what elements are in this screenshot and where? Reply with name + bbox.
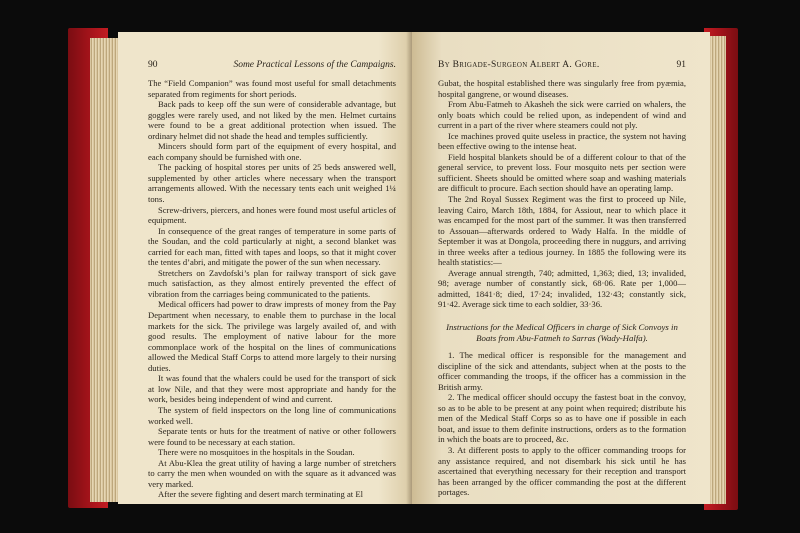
right-page-body — [438, 78, 686, 498]
paragraph: In consequence of the great ranges of temperature in some parts of the Soudan, and the cold particularly at night, a second blanket was carried for each man, fitted with tapes and loops, so that it might cover the tentes d’abri, and mitigate the power of the sun when necessary. — [148, 225, 396, 268]
paragraph: 1. The medical officer is responsible for the management and discipline of the sick and attendants, subject when at the posts to the officer commanding the troops, if the officer has a commission in the British army. — [438, 350, 686, 392]
open-book — [68, 20, 738, 520]
paragraph: Mincers should form part of the equipment of every hospital, and each company should be furnished with one. — [148, 141, 396, 162]
paragraph: The “Field Companion” was found most useful for small detachments separated from regiments for short periods. — [148, 78, 396, 99]
paragraph: At Abu-Klea the great utility of having a large number of stretchers to carry the men when wounded on with the square as it advanced was very marked. — [148, 457, 396, 489]
paragraph: It was found that the whalers could be used for the transport of sick at low Nile, and that they were most appropriate and handy for the work, besides being independent of wind and current. — [148, 373, 396, 405]
page-number: 90 — [148, 60, 158, 70]
paragraph: 3. At different posts to apply to the officer commanding troops for any assistance required, and not disembark his sick until he has ascertained that everything necessary for their reception and transport has been arranged by the officer commanding the post at the different portages. — [438, 444, 686, 498]
paragraph: The system of field inspectors on the long line of communications worked well. — [148, 404, 396, 426]
paragraph: 2. The medical officer should occupy the fastest boat in the convoy, so as to be able to be present at any point when required; distribute his men of the Medical Staff Corps so as to have one if possible in each boat, and issue to them definite instructions, orders as to the formation in which the boats are to proceed, &c. — [438, 392, 686, 445]
running-head: Some Practical Lessons of the Campaigns. — [233, 60, 396, 70]
running-head: By Brigade-Surgeon Albert A. Gore. — [438, 60, 600, 70]
paragraph: Stretchers on Zavdofski’s plan for railway transport of sick gave much satisfaction, as they almost entirely prevented the effect of vibration from the carriages being communicated to the patients. — [148, 267, 396, 299]
paragraph: Gubat, the hospital established there was singularly free from pyæmia, hospital gangrene, or wound diseases. — [438, 78, 686, 99]
paragraph: Average annual strength, 740; admitted, 1,363; died, 13; invalided, 98; average number of constantly sick, 68·06. Rate per 1,000—admitted, 1841·8; died, 17·24; invalided, 132·43; constantly sick, 91·42. Average sick time to each soldier, 33·36. — [438, 267, 686, 310]
paragraph: Separate tents or huts for the treatment of native or other followers were found to be necessary at each station. — [148, 426, 396, 447]
paragraph: Medical officers had power to draw imprests of money from the Pay Department when necessary, to enable them to purchase in the local markets for the sick. The privilege was largely availed of, and with good results. The employment of native labour for the more commonplace work of the hospital on the lines of communications allowed the Medical Staff Corps to attend more largely to their nursing duties. — [148, 299, 396, 373]
left-page-body — [148, 78, 396, 500]
paragraph: From Abu-Fatmeh to Akasheh the sick were carried on whalers, the only boats which could be relied upon, as independent of wind and current in a part of the river where steamers could not ply. — [438, 99, 686, 131]
paragraph: Ice machines proved quite useless in practice, the system not having been effective owing to the intense heat. — [438, 130, 686, 152]
paragraph: The 2nd Royal Sussex Regiment was the first to proceed up Nile, leaving Cairo, March 18th, 1884, for Assiout, near to which place it was encamped for the most part of the summer. It was then transferred to Assouan—afterwards ordered to Wady Halfa. In the middle of September it was at Dongola, proceeding there in nuggurs, and arriving in three weeks after a tedious journey. In 1885 the following were its health statistics:— — [438, 194, 686, 268]
right-page-header — [438, 60, 686, 70]
paragraph: Screw-drivers, piercers, and hones were found most useful articles of equipment. — [148, 204, 396, 226]
paragraph: The packing of hospital stores per units of 25 beds answered well, supplemented by other articles where necessary when the transport arrangements allowed. With the necessary tents each unit weighed 1¼ tons. — [148, 162, 396, 205]
paragraph: After the severe fighting and desert march terminating at El — [158, 489, 363, 500]
right-page — [412, 32, 710, 504]
left-page — [118, 32, 414, 504]
section-heading: Instructions for the Medical Officers in charge of Sick Convoys in Boats from Abu-Fatmeh to Sarras (Wady-Halfa). — [446, 322, 678, 344]
paragraph: Field hospital blankets should be of a different colour to that of the general service, to prevent loss. Four mosquito nets per section were sufficient. Sheets should be omitted where soap and washing materials are difficult to procure. Each section should have an operating lamp. — [438, 151, 686, 194]
left-page-header — [148, 60, 396, 70]
paragraph: There were no mosquitoes in the hospitals in the Soudan. — [158, 447, 355, 458]
paragraph: Back pads to keep off the sun were of considerable advantage, but goggles were rarely used, and not liked by the men. Helmet curtains were found to be a great additional protection when issued. The ordinary helmet did not shade the head and temples sufficiently. — [148, 99, 396, 141]
page-number: 91 — [676, 60, 686, 70]
